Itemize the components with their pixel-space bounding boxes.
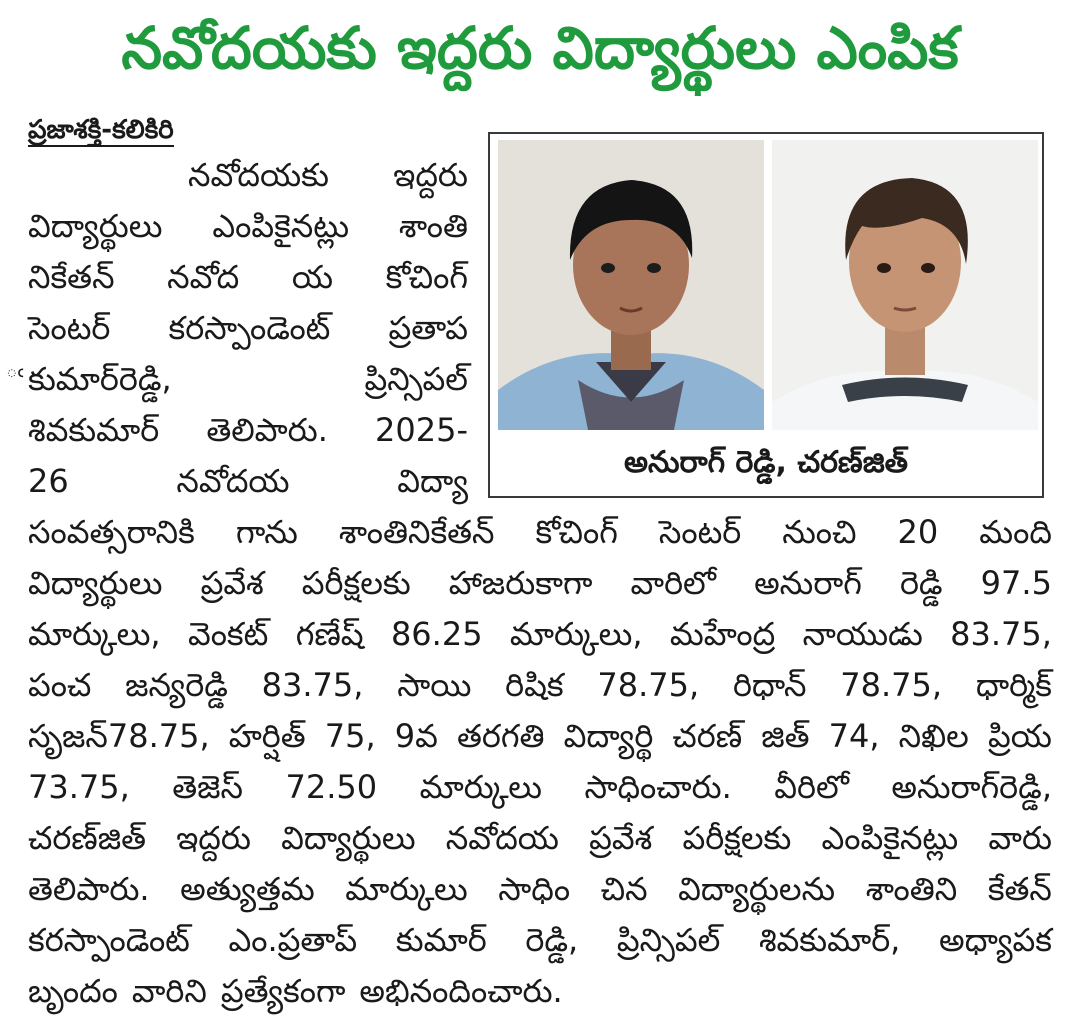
word: 97.5 xyxy=(980,564,1052,602)
word: పంచ xyxy=(28,666,92,704)
word: వెంకట్ xyxy=(187,615,269,653)
word: విద్యార్థులు xyxy=(28,564,163,602)
text-line xyxy=(28,915,1052,966)
word: శాంతి xyxy=(398,207,468,245)
word: హాజరుకాగా xyxy=(448,564,593,602)
word: నికేతన్ xyxy=(28,258,115,296)
text-line xyxy=(28,201,468,252)
word: నవోద xyxy=(167,258,240,296)
word: మార్కులు, xyxy=(509,615,643,653)
word: నవోదయ xyxy=(176,462,290,500)
word: విద్యార్థులు xyxy=(281,819,416,857)
word: తెలిపారు. xyxy=(28,870,150,908)
word: ప్రవేశ xyxy=(200,564,264,602)
text-line xyxy=(28,660,1052,711)
word: 75, xyxy=(324,717,376,755)
word: కోచింగ్ xyxy=(535,513,618,551)
word: శివకుమార్, xyxy=(758,921,901,959)
word: నాయుడు xyxy=(802,615,923,653)
word: వారిలో xyxy=(630,564,716,602)
text-line xyxy=(28,354,468,405)
text-line xyxy=(28,966,1052,1017)
text-line xyxy=(28,864,1052,915)
word: మార్కులు xyxy=(345,870,468,908)
dateline xyxy=(28,112,174,148)
word: ధార్మిక్ xyxy=(975,666,1052,704)
word: 74, xyxy=(828,717,880,755)
word: విద్యార్థులను xyxy=(678,870,836,908)
word: 20 xyxy=(897,513,939,551)
word: శివకుమార్ xyxy=(28,411,160,449)
word: వారిని xyxy=(131,972,207,1010)
article-body-top xyxy=(28,150,468,507)
text-line xyxy=(28,762,1052,813)
headline: నవోదయకు ఇద్దరు విద్యార్థులు ఎంపిక xyxy=(121,14,959,82)
word: అభినందించారు. xyxy=(359,972,563,1010)
word: ఇద్దరు xyxy=(176,819,251,857)
word: గాను xyxy=(235,513,298,551)
word: తరగతి xyxy=(456,717,545,755)
article-body-bottom xyxy=(28,507,1052,1017)
word: వీరిలో xyxy=(774,768,849,806)
text-line xyxy=(28,405,468,456)
word: 2025- xyxy=(375,411,468,449)
word: మార్కులు xyxy=(419,768,542,806)
word: కోచింగ్ xyxy=(385,258,468,296)
word: సృజన్78.75, xyxy=(28,717,210,755)
word: 86.25 xyxy=(390,615,483,653)
word: విద్యార్థులు xyxy=(28,207,163,245)
word: పరీక్షలకు xyxy=(682,819,792,857)
word: నుంచి xyxy=(782,513,857,551)
word: చిన xyxy=(600,870,648,908)
word: ప్రతాప xyxy=(388,309,468,347)
word: శాంతిని xyxy=(865,870,958,908)
word: సంవత్సరానికి xyxy=(28,513,195,551)
word: చరణ్ xyxy=(672,717,743,755)
student-photo-right xyxy=(772,140,1038,430)
word: ఎం.ప్రతాప్ xyxy=(228,921,358,959)
word: నవోదయ xyxy=(445,819,559,857)
word: రెడ్డి, xyxy=(525,921,579,959)
word: సాయి xyxy=(397,666,472,704)
word: చరణ్‌జిత్ xyxy=(28,819,147,857)
photo-box xyxy=(488,132,1044,498)
text-line xyxy=(28,711,1052,762)
word: మంది xyxy=(979,513,1052,551)
word: 72.50 xyxy=(285,768,378,806)
text-line xyxy=(28,609,1052,660)
word: కేతన్ xyxy=(987,870,1052,908)
word: అనురాగ్‌రెడ్డి, xyxy=(891,768,1052,806)
word: ఎంపికైనట్లు xyxy=(212,207,350,245)
word: అనురాగ్ xyxy=(754,564,862,602)
student-portrait-right xyxy=(772,140,1038,430)
word: సాధించారు. xyxy=(584,768,732,806)
word: ప్రియ xyxy=(987,717,1052,755)
word: 83.75, xyxy=(950,615,1052,653)
word: రెడ్డి xyxy=(899,564,943,602)
word: జన్యరెడ్డి xyxy=(125,666,228,704)
word: సెంటర్ xyxy=(658,513,742,551)
word: విద్యా xyxy=(397,462,468,500)
word: ఎంపికైనట్లు xyxy=(821,819,959,857)
word: సెంటర్ xyxy=(28,309,111,347)
word: 73.75, xyxy=(28,768,130,806)
text-line xyxy=(28,813,1052,864)
photo-caption: అనురాగ్ రెడ్డి, చరణ్‌జిత్ xyxy=(624,445,908,480)
word: 26 xyxy=(28,462,69,500)
word: య xyxy=(291,258,333,296)
word: ప్రవేశ xyxy=(589,819,653,857)
word: కరస్పాండెంట్ xyxy=(168,309,331,347)
word: కుమార్ xyxy=(395,921,487,959)
word: ప్రిన్సిపల్ xyxy=(616,921,721,959)
word: కరస్పాండెంట్ xyxy=(28,921,190,959)
word: 83.75, xyxy=(261,666,364,704)
word: తెలిపారు. xyxy=(206,411,328,449)
dateline-text: ప్రజాశక్తి-కలికిరి xyxy=(28,115,174,145)
word: పరీక్షలకు xyxy=(301,564,411,602)
text-line xyxy=(28,252,468,303)
word: రిధాన్ xyxy=(732,666,807,704)
word: అత్యుత్తమ xyxy=(180,870,315,908)
word: 78.75, xyxy=(840,666,943,704)
word: 78.75, xyxy=(597,666,700,704)
side-mark: ఁ xyxy=(6,358,24,382)
word: ప్రత్యేకంగా xyxy=(220,972,346,1010)
text-line xyxy=(28,558,1052,609)
word: ప్రిన్సిపల్ xyxy=(364,360,468,398)
word: కుమార్‌రెడ్డి, xyxy=(28,360,172,398)
student-photo-left xyxy=(498,140,764,430)
word: రిషిక xyxy=(505,666,564,704)
word: శాంతినికేతన్ xyxy=(338,513,495,551)
word: నవోదయకు xyxy=(188,156,329,194)
text-line xyxy=(28,303,468,354)
word: మహేంద్ర xyxy=(669,615,776,653)
word: హర్షిత్ xyxy=(228,717,306,755)
word: మార్కులు, xyxy=(28,615,161,653)
word: బృందం xyxy=(28,972,118,1010)
word: జిత్ xyxy=(761,717,810,755)
text-line xyxy=(28,507,1052,558)
word: అధ్యాపక xyxy=(939,921,1052,959)
text-line xyxy=(28,456,468,507)
word: ఇద్దరు xyxy=(393,156,468,194)
word: విద్యార్థి xyxy=(563,717,654,755)
word: సాధిం xyxy=(498,870,571,908)
student-portrait-left xyxy=(498,140,764,430)
word: తెజెస్ xyxy=(172,768,244,806)
text-line xyxy=(28,150,468,201)
word: వారు xyxy=(988,819,1052,857)
word: 9వ xyxy=(394,717,438,755)
word: నిఖిల xyxy=(898,717,969,755)
word: గణేష్ xyxy=(295,615,364,653)
